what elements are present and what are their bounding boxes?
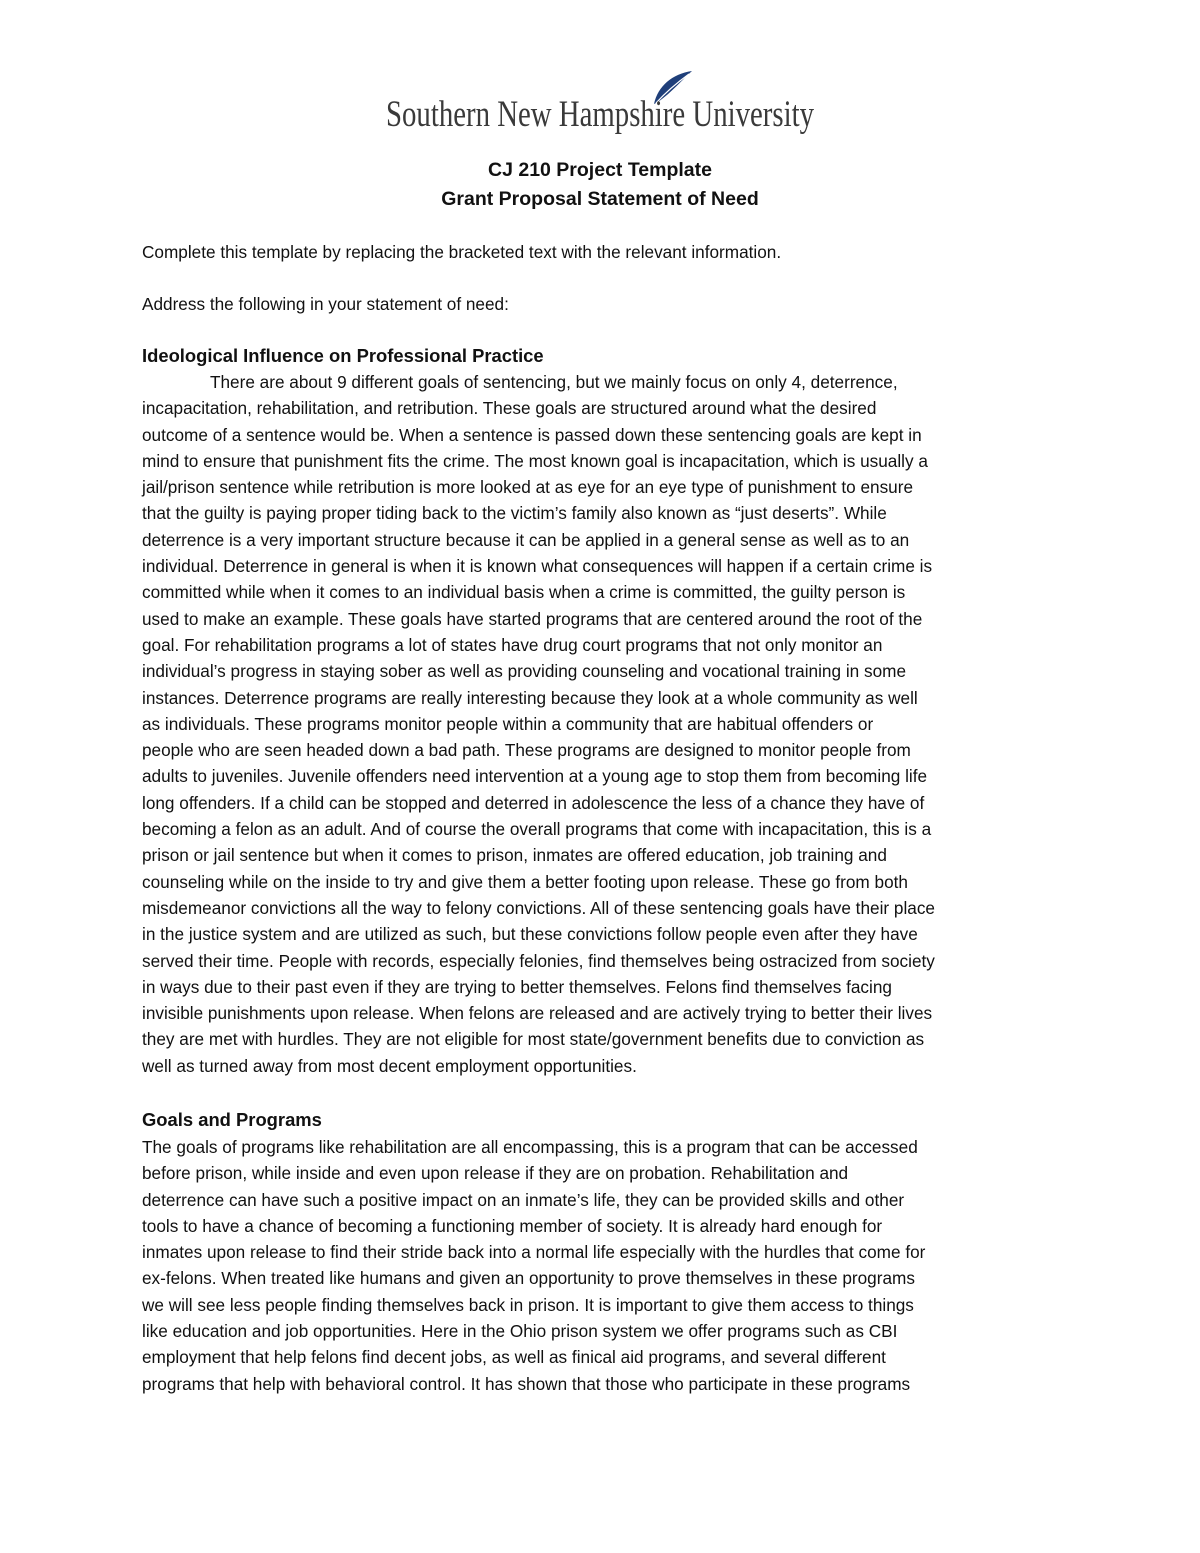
paragraph-line: people who are seen headed down a bad path. These programs are designed to monitor people from bbox=[142, 740, 911, 761]
section-body-ideological bbox=[142, 369, 1062, 1079]
title-course: CJ 210 Project Template bbox=[488, 159, 712, 181]
paragraph-line: outcome of a sentence would be. When a sentence is passed down these sentencing goals are kept in bbox=[142, 424, 922, 445]
paragraph-line: in the justice system and are utilized as such, but these convictions follow people even after they have bbox=[142, 924, 918, 945]
paragraph-line: in ways due to their past even if they are trying to better themselves. Felons find themselves facing bbox=[142, 976, 892, 997]
paragraph-line: inmates upon release to find their stride back into a normal life especially with the hurdles that come for bbox=[142, 1242, 926, 1263]
paragraph-line: programs that help with behavioral control. It has shown that those who participate in these programs bbox=[142, 1373, 911, 1394]
intro-instruction bbox=[142, 239, 1062, 265]
paragraph-line: invisible punishments upon release. When felons are released and are actively trying to better their lives bbox=[142, 1003, 933, 1024]
section-body-goals bbox=[142, 1134, 1062, 1397]
paragraph-line: served their time. People with records, especially felonies, find themselves being ostracized from society bbox=[142, 950, 935, 971]
paragraph-line: counseling while on the inside to try and give them a better footing upon release. These go from both bbox=[142, 871, 908, 892]
paragraph-line: mind to ensure that punishment fits the crime. The most known goal is incapacitation, which is usually a bbox=[142, 450, 928, 471]
university-logo-graphic bbox=[386, 66, 816, 138]
paragraph-line: well as turned away from most decent employment opportunities. bbox=[142, 1055, 637, 1076]
paragraph-line: like education and job opportunities. Here in the Ohio prison system we offer programs such as CBI bbox=[142, 1321, 898, 1342]
paragraph-line: becoming a felon as an adult. And of course the overall programs that come with incapacitation, this is a bbox=[142, 819, 932, 840]
paragraph-line: goal. For rehabilitation programs a lot of states have drug court programs that not only monitor an bbox=[142, 634, 883, 655]
section-heading-goals: Goals and Programs bbox=[142, 1109, 322, 1130]
paragraph-line: prison or jail sentence but when it comes to prison, inmates are offered education, job training and bbox=[142, 845, 887, 866]
paragraph-line: long offenders. If a child can be stopped and deterred in adolescence the less of a chance they have of bbox=[142, 792, 925, 813]
paragraph-line: employment that help felons find decent jobs, as well as finical aid programs, and several different bbox=[142, 1347, 886, 1368]
paragraph-line: deterrence can have such a positive impact on an inmate’s life, they can be provided skills and other bbox=[142, 1189, 905, 1210]
paragraph-line: used to make an example. These goals have started programs that are centered around the root of the bbox=[142, 608, 923, 629]
instruction-text: Complete this template by replacing the bracketed text with the relevant information. bbox=[142, 242, 782, 262]
paragraph-line: misdemeanor convictions all the way to felony convictions. All of these sentencing goals have their place bbox=[142, 897, 935, 918]
address-text: Address the following in your statement of need: bbox=[142, 294, 509, 314]
paragraph-line: individual’s progress in staying sober as well as providing counseling and vocational training in some bbox=[142, 661, 907, 682]
paragraph-line: There are about 9 different goals of sentencing, but we mainly focus on only 4, deterrence, bbox=[210, 372, 898, 392]
document-title bbox=[0, 156, 1200, 214]
paragraph-line: before prison, while inside and even upon release if they are on probation. Rehabilitation and bbox=[142, 1163, 849, 1184]
paragraph-line: The goals of programs like rehabilitation are all encompassing, this is a program that can be accessed bbox=[142, 1137, 918, 1157]
paragraph-line: that the guilty is paying proper tiding back to the victim’s family also known as “just deserts”. While bbox=[142, 503, 887, 524]
paragraph-line: committed while when it comes to an individual basis when a crime is committed, the guilty person is bbox=[142, 582, 906, 603]
paragraph-line: instances. Deterrence programs are really interesting because they look at a whole community as well bbox=[142, 687, 918, 708]
intro-address bbox=[142, 291, 1062, 317]
paragraph-line: they are met with hurdles. They are not eligible for most state/government benefits due to conviction as bbox=[142, 1029, 925, 1050]
paragraph-line: incapacitation, rehabilitation, and retribution. These goals are structured around what the desired bbox=[142, 398, 877, 419]
university-logo bbox=[386, 66, 816, 138]
title-subtitle: Grant Proposal Statement of Need bbox=[441, 188, 759, 210]
paragraph-line: adults to juveniles. Juvenile offenders need intervention at a young age to stop them from becoming life bbox=[142, 766, 928, 787]
paragraph-line: as individuals. These programs monitor people within a community that are habitual offenders or bbox=[142, 713, 874, 734]
paragraph-line: tools to have a chance of becoming a functioning member of society. It is already hard enough for bbox=[142, 1215, 883, 1236]
paragraph-line: ex-felons. When treated like humans and given an opportunity to prove themselves in these programs bbox=[142, 1268, 915, 1289]
logo-wordmark: Southern New Hampshire University bbox=[386, 94, 815, 135]
section-heading-ideological: Ideological Influence on Professional Practice bbox=[142, 345, 544, 366]
paragraph-line: we will see less people finding themselves back in prison. It is important to give them access to things bbox=[142, 1294, 914, 1315]
paragraph-line: deterrence is a very important structure because it can be applied in a general sense as well as to an bbox=[142, 529, 910, 550]
paragraph-line: jail/prison sentence while retribution is more looked at as eye for an eye type of punishment to ensure bbox=[142, 477, 914, 498]
paragraph-line: individual. Deterrence in general is when it is known what consequences will happen if a certain crime is bbox=[142, 556, 933, 577]
